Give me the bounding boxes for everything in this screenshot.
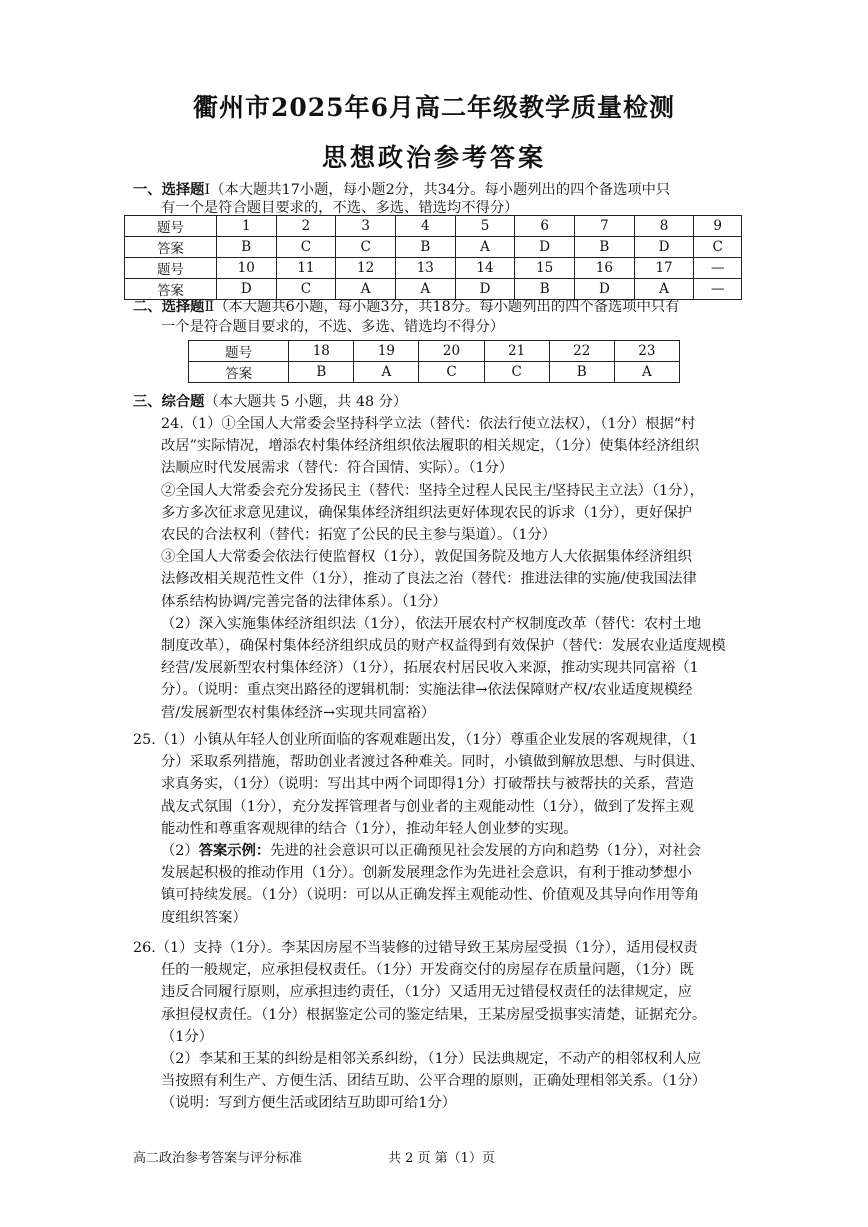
page-title: 衢州市2025年6月高二年级教学质量检测 xyxy=(193,93,675,122)
answer-table-cell: A xyxy=(634,279,694,300)
answer-table-header-cell: 题号 xyxy=(125,216,217,237)
answer-line: 求真务实，（1分）（说明：写出其中两个词即得1分）打破帮扶与被帮扶的关系，营造 xyxy=(161,776,694,793)
answer-line: ②全国人大常委会充分发扬民主（替代：坚持全过程人民民主/坚持民主立法）（1分）， xyxy=(161,482,704,499)
answer-table-cell: 20 xyxy=(419,341,484,362)
answer-table-cell: 12 xyxy=(336,258,396,279)
section1-intro xyxy=(133,180,670,200)
answer-line: 违反合同履行原则，应承担违约责任，（1分）又适用无过错侵权责任的法律规定，应 xyxy=(161,984,692,1001)
answer-table-cell: 22 xyxy=(549,341,614,362)
answer-table-cell: A xyxy=(354,362,419,383)
section3-text: （本大题共 5 小题，共 48 分） xyxy=(204,394,408,410)
answer-table-cell: 6 xyxy=(515,216,575,237)
answer-table-cell: A xyxy=(614,362,679,383)
answer-line: 经营/发展新型农村集体经济）（1分），拓展农村居民收入来源，推动实现共同富裕（1 xyxy=(161,660,699,677)
section2-text-2: 一个是符合题目要求的，不选、多选、错选均不得分） xyxy=(161,319,505,335)
answer-line: 25.（1）小镇从年轻人创业所面临的客观难题出发，（1分）尊重企业发展的客观规律，（1 xyxy=(133,732,698,748)
answer-table-cell: 18 xyxy=(289,341,354,362)
answer-table-header-cell: 答案 xyxy=(125,279,217,300)
answer-line: 发展起积极的推动作用（1分）。创新发展理念作为先进社会意识，有利于推动梦想小 xyxy=(161,865,692,882)
answer-line: 体系结构协调/完善完备的法律体系）。（1分） xyxy=(161,593,447,610)
answer-table-cell: D xyxy=(455,279,515,300)
section2-heading: 二、选择题 xyxy=(133,299,205,315)
answer-line: 分）采取系列措施，帮助创业者渡过各种难关。同时，小镇做到解放思想、与时俱进、 xyxy=(161,754,705,771)
answer-line: 能动性和尊重客观规律的结合（1分），推动年轻人创业梦的实现。 xyxy=(161,820,578,837)
section2-text-1: Ⅱ（本大题共6小题，每小题3分，共18分。每小题列出的四个备选项中只有 xyxy=(204,299,680,315)
answer-table-cell: A xyxy=(336,279,396,300)
answer-table-cell: 17 xyxy=(634,258,694,279)
answer-table-header-cell: 答案 xyxy=(125,237,217,258)
answer-line: 镇可持续发展。（1分）（说明：可以从正确发挥主观能动性、价值观及其导向作用等角 xyxy=(161,887,700,904)
answer-table-cell: A xyxy=(455,237,515,258)
answer-line: 度组织答案） xyxy=(161,909,247,926)
answer-line: 24.（1）①全国人大常委会坚持科学立法（替代：依法行使立法权），（1分）根据“村 xyxy=(161,416,696,432)
answer-table-cell: C xyxy=(276,237,336,258)
answer-table-cell: 2 xyxy=(276,216,336,237)
answer-table-cell: D xyxy=(515,237,575,258)
answer-table-cell: D xyxy=(575,279,635,300)
answer-table-cell: D xyxy=(216,279,276,300)
answer-line: ③全国人大常委会依法行使监督权（1分），敦促国务院及地方人大依据集体经济组织 xyxy=(161,549,692,566)
answer-table-cell: B xyxy=(575,237,635,258)
answer-table-row xyxy=(125,258,742,279)
answer-table-cell: C xyxy=(336,237,396,258)
answer-table-cell: 1 xyxy=(216,216,276,237)
answer-table-cell: 21 xyxy=(484,341,549,362)
answer-line: 分）。（说明：重点突出路径的逻辑机制：实施法律→依法保障财产权/农业适度规模经 xyxy=(161,682,693,699)
answer-table-cell: C xyxy=(694,237,742,258)
answer-line: 战友式氛围（1分），充分发挥管理者与创业者的主观能动性（1分），做到了发挥主观 xyxy=(161,798,694,815)
answer-table-cell: 9 xyxy=(694,216,742,237)
section3-heading: 三、综合题 xyxy=(133,394,205,410)
answer-line: 法修改相关规范性文件（1分），推动了良法之治（替代：推进法律的实施/使我国法律 xyxy=(161,571,697,588)
page-subtitle: 思想政治参考答案 xyxy=(321,143,546,172)
answer-line: 承担侵权责任。（1分）根据鉴定公司的鉴定结果，王某房屋受损事实清楚，证据充分。 xyxy=(161,1006,707,1023)
answer-table-cell: 23 xyxy=(614,341,679,362)
answer-line: 多方多次征求意见建议，确保集体经济组织法更好体现农民的诉求（1分），更好保护 xyxy=(161,504,692,521)
section3-intro xyxy=(133,392,407,412)
answer-table-row xyxy=(125,216,742,237)
answer-line: 法顺应时代发展需求（替代：符合国情、实际）。（1分） xyxy=(161,460,514,477)
answer-table-cell: 11 xyxy=(276,258,336,279)
answer-table-header-cell: 题号 xyxy=(125,258,217,279)
answer-table-cell: 3 xyxy=(336,216,396,237)
answer-table-row xyxy=(125,237,742,258)
answer-table-cell: 13 xyxy=(395,258,455,279)
answer-line: （1分） xyxy=(161,1028,213,1045)
answer-line: 营/发展新型农村集体经济→实现共同富裕） xyxy=(161,704,436,721)
answer-line: （2）深入实施集体经济组织法（1分），依法开展农村产权制度改革（替代：农村土地 xyxy=(161,615,702,632)
answer-line: 26.（1）支持（1分）。李某因房屋不当装修的过错导致王某房屋受损（1分），适用侵权责 xyxy=(133,940,698,956)
section1-text-2: 有一个是符合题目要求的，不选、多选、错选均不得分） xyxy=(161,200,519,216)
section1-heading: 一、选择题 xyxy=(133,182,205,198)
answer-example-label: 答案示例： xyxy=(198,843,271,859)
answer-table-cell: 7 xyxy=(575,216,635,237)
answer-table-row xyxy=(189,362,680,383)
section2-answer-table xyxy=(188,340,680,383)
answer-table-cell: 5 xyxy=(455,216,515,237)
answer-table-row xyxy=(189,341,680,362)
footer-left: 高二政治参考答案与评分标准 xyxy=(133,1151,303,1166)
answer-table-cell: C xyxy=(419,362,484,383)
answer-line: （2）答案示例：先进的社会意识可以正确预见社会发展的方向和趋势（1分），对社会 xyxy=(161,843,702,859)
answer-line: （2）李某和王某的纠纷是相邻关系纠纷，（1分）民法典规定，不动产的相邻权利人应 xyxy=(161,1051,702,1067)
answer-table-cell: 19 xyxy=(354,341,419,362)
answer-table-cell: B xyxy=(515,279,575,300)
answer-table-cell: B xyxy=(216,237,276,258)
answer-line: （说明：写到方便生活或团结互助即可给1分） xyxy=(161,1095,457,1112)
section1-answer-table xyxy=(124,215,742,300)
answer-table-cell: — xyxy=(694,258,742,279)
answer-line: 农民的合法权利（替代：拓宽了公民的民主参与渠道）。（1分） xyxy=(161,527,557,543)
answer-table-cell: — xyxy=(694,279,742,300)
answer-table-cell: 14 xyxy=(455,258,515,279)
answer-table-header-cell: 答案 xyxy=(189,362,289,383)
answer-line: 改居”实际情况，增添农村集体经济组织依法履职的相关规定，（1分）使集体经济组织 xyxy=(161,438,700,455)
answer-table-cell: 8 xyxy=(634,216,694,237)
footer-page-number: 共 2 页 第（1）页 xyxy=(388,1151,495,1166)
answer-table-cell: B xyxy=(395,237,455,258)
answer-table-cell: C xyxy=(276,279,336,300)
section1-text-1: Ⅰ（本大题共17小题，每小题2分，共34分。每小题列出的四个备选项中只 xyxy=(204,182,671,198)
answer-table-cell: B xyxy=(289,362,354,383)
answer-line: 任的一般规定，应承担侵权责任。（1分）开发商交付的房屋存在质量问题，（1分）既 xyxy=(161,962,694,979)
section2-intro xyxy=(133,297,680,317)
answer-line: 当按照有利生产、方便生活、团结互助、公平合理的原则，正确处理相邻关系。（1分） xyxy=(161,1073,707,1090)
answer-line: 制度改革），确保村集体经济组织成员的财产权益得到有效保护（替代：发展农业适度规模 xyxy=(161,638,726,654)
answer-table-cell: 10 xyxy=(216,258,276,279)
answer-table-cell: 15 xyxy=(515,258,575,279)
answer-table-cell: B xyxy=(549,362,614,383)
answer-table-cell: C xyxy=(484,362,549,383)
answer-table-cell: 16 xyxy=(575,258,635,279)
answer-table-header-cell: 题号 xyxy=(189,341,289,362)
answer-table-cell: A xyxy=(395,279,455,300)
answer-table-cell: 4 xyxy=(395,216,455,237)
answer-table-cell: D xyxy=(634,237,694,258)
